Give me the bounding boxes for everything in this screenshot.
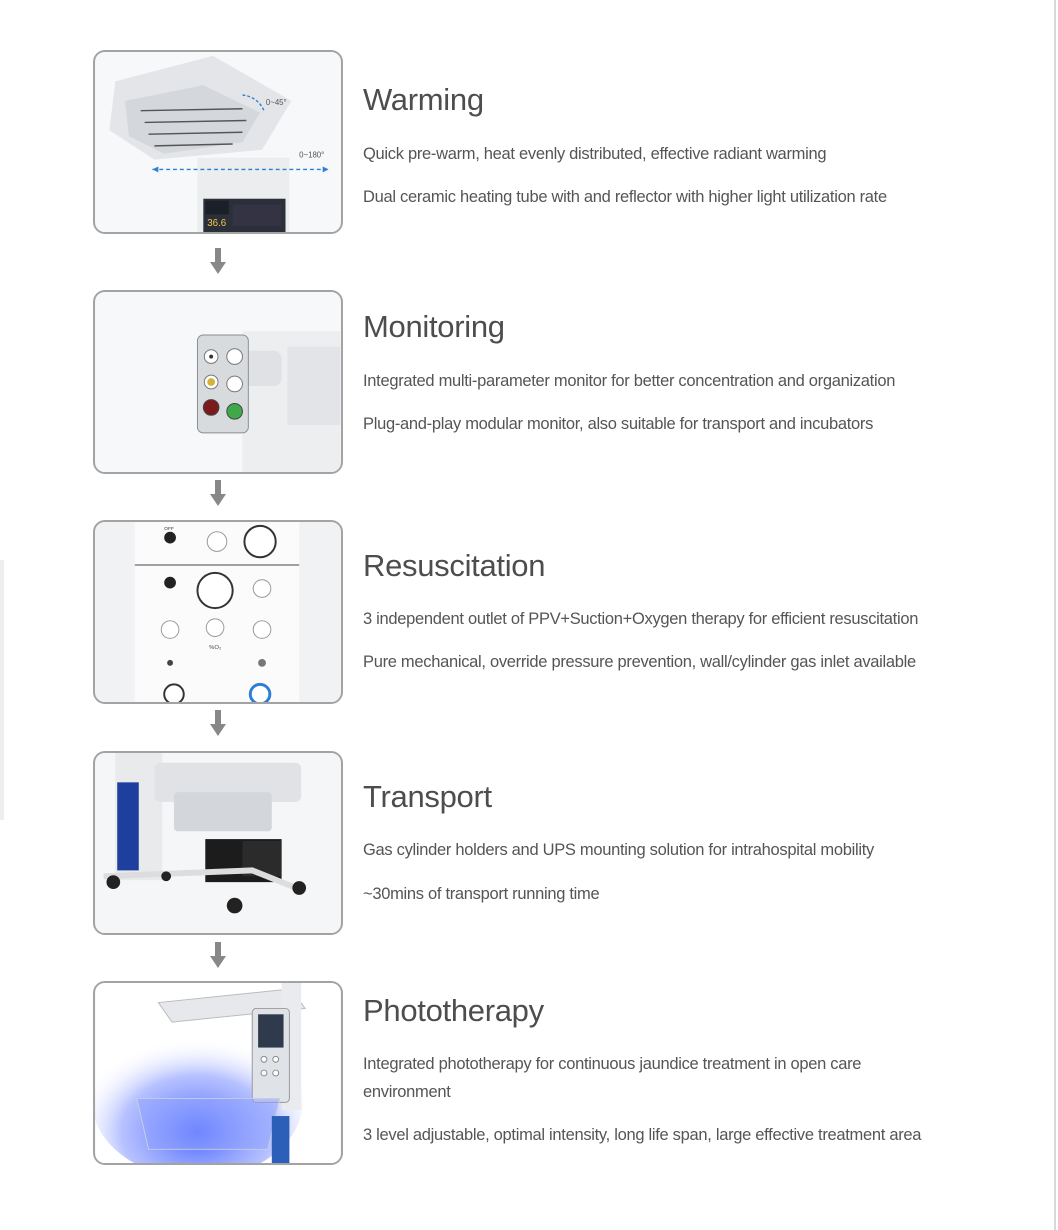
- feature-description-line: Pure mechanical, override pressure prevention, wall/cylinder gas inlet available: [363, 653, 916, 671]
- down-arrow-icon: [210, 248, 226, 274]
- down-arrow-icon: [210, 480, 226, 506]
- tilt-angle-label: 0~45°: [265, 97, 287, 107]
- feature-description-line: ~30mins of transport running time: [363, 885, 600, 903]
- warming-image: [93, 50, 343, 234]
- feature-description-line: Plug-and-play modular monitor, also suitable for transport and incubators: [363, 415, 874, 433]
- page-edge-divider: [1054, 0, 1056, 1230]
- phototherapy-lamp-illustration: [95, 983, 341, 1163]
- warmer-display-value: 36.6: [207, 218, 227, 230]
- oxygen-percent-label: %O₂: [209, 645, 222, 652]
- feature-description-line: 3 level adjustable, optimal intensity, long life span, large effective treatment area: [363, 1126, 922, 1144]
- rotation-angle-label: 0~180°: [299, 150, 325, 160]
- feature-title: Phototherapy: [363, 993, 544, 1028]
- phototherapy-image: [93, 981, 343, 1165]
- resuscitation-panel-illustration: [95, 522, 341, 702]
- feature-description-line: Gas cylinder holders and UPS mounting solution for intrahospital mobility: [363, 841, 874, 859]
- monitor-module-illustration: [95, 292, 341, 472]
- feature-title: Resuscitation: [363, 548, 546, 583]
- feature-description-line: Integrated multi-parameter monitor for better concentration and organization: [363, 372, 896, 390]
- panel-off-label: OFF: [164, 526, 174, 532]
- radiant-warmer-illustration: [95, 52, 341, 232]
- feature-description-line: Dual ceramic heating tube with and reflector with higher light utilization rate: [363, 188, 887, 206]
- down-arrow-icon: [210, 942, 226, 968]
- transport-trolley-illustration: [95, 753, 341, 933]
- feature-description-line: 3 independent outlet of PPV+Suction+Oxygen therapy for efficient resuscitation: [363, 610, 919, 628]
- feature-description-line: Integrated phototherapy for continuous jaundice treatment in open care environment: [363, 1055, 862, 1101]
- feature-title: Monitoring: [363, 309, 505, 344]
- down-arrow-icon: [210, 710, 226, 736]
- transport-image: [93, 751, 343, 935]
- resuscitation-image: [93, 520, 343, 704]
- feature-title: Warming: [363, 82, 484, 117]
- monitoring-image: [93, 290, 343, 474]
- feature-description-line: Quick pre-warm, heat evenly distributed, effective radiant warming: [363, 145, 827, 163]
- left-margin-mark: [0, 560, 4, 820]
- feature-title: Transport: [363, 779, 492, 814]
